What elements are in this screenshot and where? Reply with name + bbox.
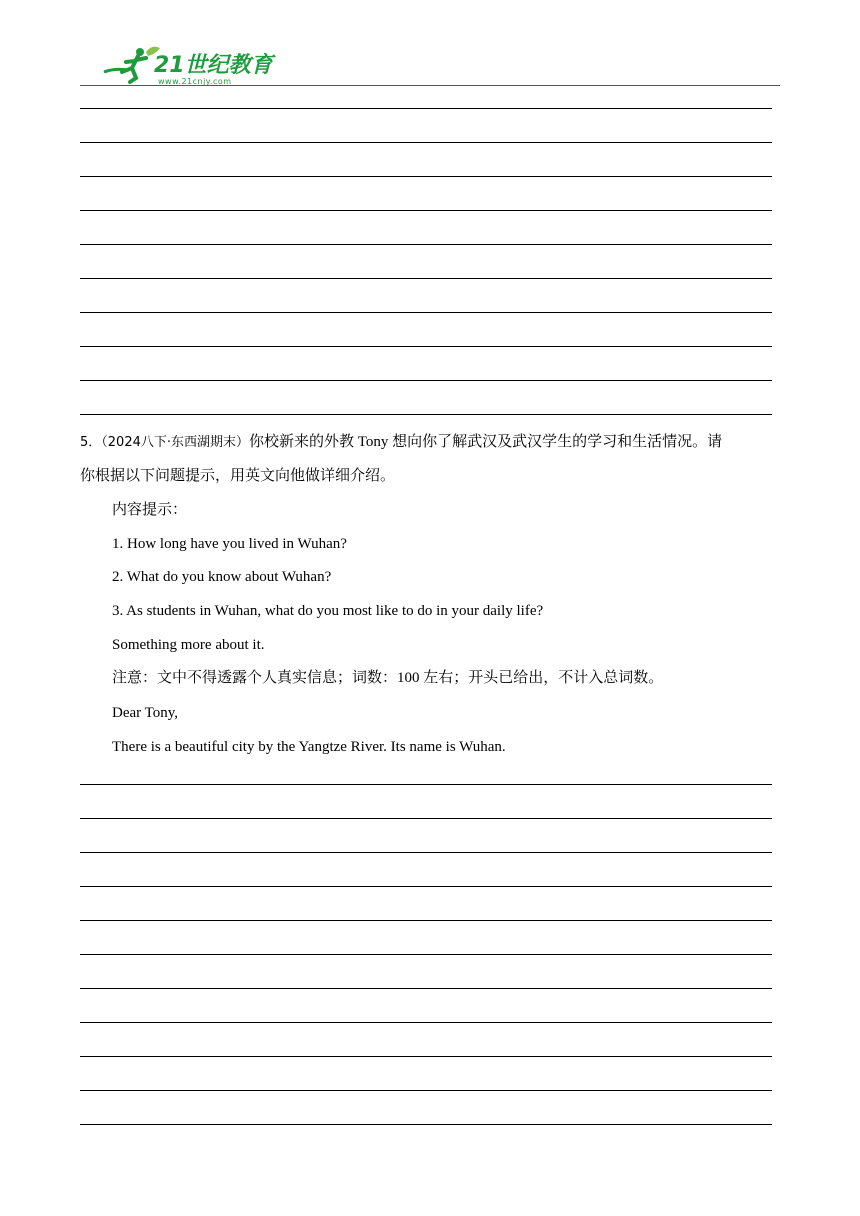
answer-line [80,954,772,955]
21cnjy-logo [102,42,292,86]
answer-line [80,1124,772,1125]
opening-sentence: There is a beautiful city by the Yangtze River. Its name is Wuhan. [112,739,506,755]
answer-line [80,210,772,211]
runner-icon [104,47,160,82]
instruction-note: 注意：文中不得透露个人真实信息；词数：100 左右；开头已给出，不计入总词数。 [112,670,664,686]
hint-item: 3. As students in Wuhan, what do you most like to do in your daily life? [112,603,544,619]
brand-name: 21世纪教育 [154,53,273,78]
question-prompt-line1 [80,432,780,453]
hint-item: 1. How long have you lived in Wuhan? [112,536,347,552]
salutation: Dear Tony, [112,705,179,721]
answer-line [80,920,772,921]
answer-line [80,278,772,279]
page-header [80,40,780,88]
hints-title: 内容提示： [112,502,188,518]
header-rule [80,85,780,86]
brand-url: www.21cnjy.com [158,77,232,86]
answer-line [80,380,772,381]
answer-line [80,818,772,819]
answer-line [80,414,772,415]
answer-line [80,1022,772,1023]
answer-line [80,1056,772,1057]
answer-line [80,886,772,887]
hint-item: Something more about it. [112,637,265,653]
prompt-text: 你校新来的外教 Tony 想向你了解武汉及武汉学生的学习和生活情况。请 [249,434,723,450]
answer-line [80,784,772,785]
answer-line [80,852,772,853]
answer-line [80,142,772,143]
answer-line [80,176,772,177]
question-source: （2024八下·东西湖期末） [101,435,249,450]
answer-line [80,312,772,313]
answer-line [80,988,772,989]
answer-line [80,244,772,245]
hint-item: 2. What do you know about Wuhan? [112,569,332,585]
answer-line [80,346,772,347]
answer-line [80,1090,772,1091]
question-number: 5． [80,435,102,450]
answer-line [80,108,772,109]
question-prompt-line2: 你根据以下问题提示，用英文向他做详细介绍。 [80,468,396,484]
